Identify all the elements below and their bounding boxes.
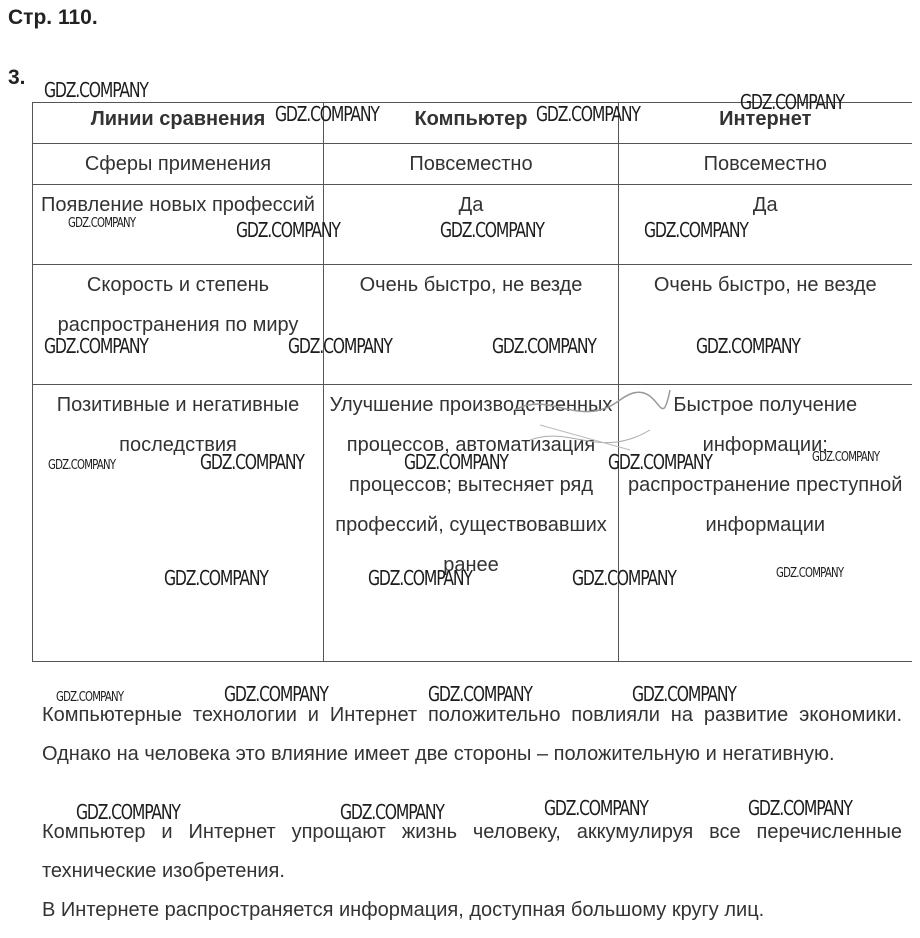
table-row [33, 144, 912, 185]
table-cell: Сферы применения [33, 144, 324, 185]
header-internet: Интернет [619, 103, 912, 144]
table-cell: Да [324, 185, 619, 265]
watermark: GDZ.COMPANY [440, 218, 544, 242]
table-cell: Скорость и степень распространения по миру [33, 265, 324, 385]
paragraph-1: Компьютерные технологии и Интернет положительно повлияли на развитие экономики. Однако на человека это влияние имеет две стороны – положительную и негативную. [42, 704, 902, 765]
table-cell: Да [619, 185, 912, 265]
comparison-table [32, 102, 912, 662]
watermark: GDZ.COMPANY [275, 102, 379, 126]
watermark: GDZ.COMPANY [224, 682, 328, 706]
watermark: GDZ.COMPANY [340, 800, 444, 824]
table-row [33, 185, 912, 265]
header-lines: Линии сравнения [33, 103, 324, 144]
table-row [33, 385, 912, 662]
watermark: GDZ.COMPANY [44, 78, 148, 102]
watermark: GDZ.COMPANY [544, 796, 648, 820]
header-computer: Компьютер [324, 103, 619, 144]
table-cell: Улучшение производственных процессов, автоматизация процессов; вытесняет ряд профессий, существовавших ранее [324, 385, 619, 662]
table-cell: Повсеместно [324, 144, 619, 185]
watermark: GDZ.COMPANY [200, 450, 304, 474]
watermark: GDZ.COMPANY [740, 90, 844, 114]
scribble-mark [510, 370, 680, 480]
table-cell: Быстрое получение информации; распространение преступной информации [619, 385, 912, 662]
watermark: GDZ.COMPANY [608, 450, 712, 474]
watermark: GDZ.COMPANY [776, 566, 844, 581]
watermark: GDZ.COMPANY [164, 566, 268, 590]
watermark: GDZ.COMPANY [696, 334, 800, 358]
table-cell: Появление новых профессий [33, 185, 324, 265]
task-number: 3. [8, 66, 26, 89]
watermark: GDZ.COMPANY [48, 458, 116, 473]
table-cell: Очень быстро, не везде [619, 265, 912, 385]
paragraph-2: Компьютер и Интернет упрощают жизнь человеку, аккумулируя все перечисленные технические изобретения. [42, 821, 902, 882]
table-cell: Позитивные и негативные последствия [33, 385, 324, 662]
paragraph-3: В Интернете распространяется информация, доступная большому кругу лиц. [42, 899, 765, 921]
page-number: Стр. 110. [8, 6, 98, 29]
table-cell: Повсеместно [619, 144, 912, 185]
watermark: GDZ.COMPANY [236, 218, 340, 242]
watermark: GDZ.COMPANY [572, 566, 676, 590]
watermark: GDZ.COMPANY [812, 450, 880, 465]
watermark: GDZ.COMPANY [76, 800, 180, 824]
watermark: GDZ.COMPANY [428, 682, 532, 706]
watermark: GDZ.COMPANY [404, 450, 508, 474]
watermark: GDZ.COMPANY [288, 334, 392, 358]
watermark: GDZ.COMPANY [44, 334, 148, 358]
table-cell: Очень быстро, не везде [324, 265, 619, 385]
watermark: GDZ.COMPANY [492, 334, 596, 358]
watermark: GDZ.COMPANY [56, 690, 124, 705]
watermark: GDZ.COMPANY [368, 566, 472, 590]
watermark: GDZ.COMPANY [632, 682, 736, 706]
watermark: GDZ.COMPANY [644, 218, 748, 242]
table-row [33, 265, 912, 385]
watermark: GDZ.COMPANY [748, 796, 852, 820]
watermark: GDZ.COMPANY [68, 216, 136, 231]
table-header-row [33, 103, 912, 144]
watermark: GDZ.COMPANY [536, 102, 640, 126]
